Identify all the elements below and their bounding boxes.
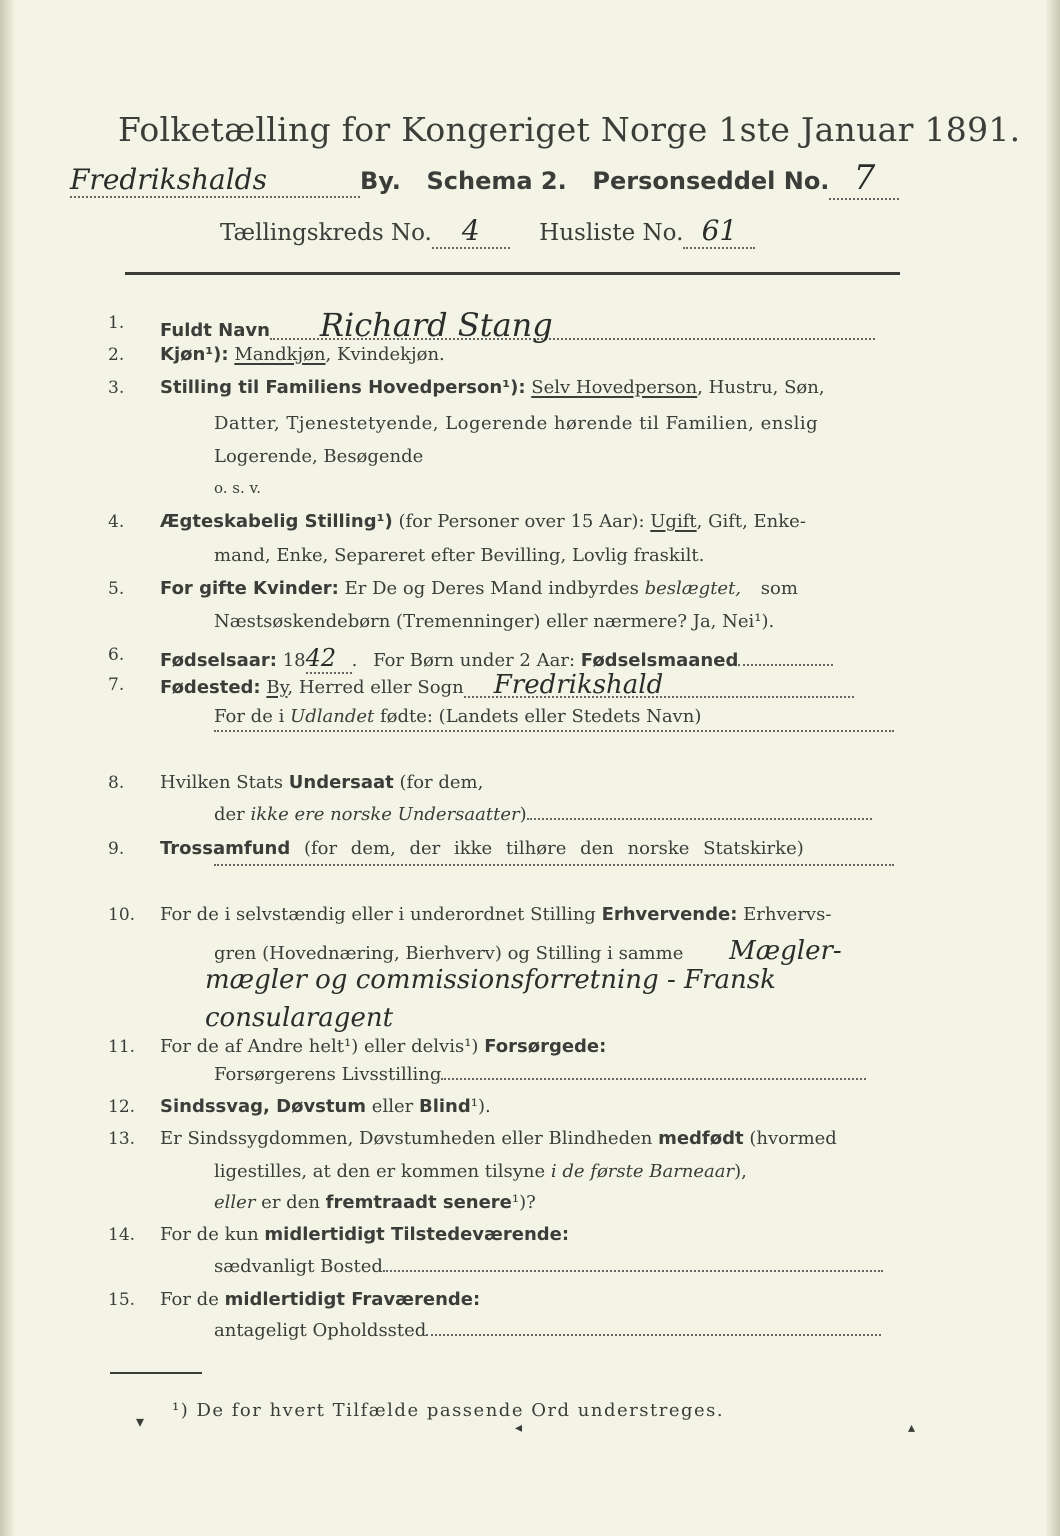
husliste-number: 61 (683, 214, 755, 249)
q13-line-2b: ), (734, 1161, 747, 1182)
q3-option-selected: Selv Hovedperson (531, 377, 698, 398)
q4-rest: , Gift, Enke- (696, 511, 806, 532)
q7-line-2a: For de i (214, 706, 285, 727)
q10-line-2 (214, 936, 842, 966)
q13-line-2-italic: i de første Barneaar (550, 1161, 735, 1182)
form-title: Folketælling for Kongeriget Norge 1ste Januar 1891. (118, 110, 1021, 149)
q7-row (160, 670, 854, 700)
q14-row (160, 1224, 569, 1245)
q3-rest: , Hustru, Søn, (697, 377, 825, 398)
q15-line-2-text: antageligt Opholdssted (214, 1320, 427, 1341)
q15-line-2 (214, 1320, 881, 1341)
q7-label: Fødested: (160, 677, 261, 698)
q14-text: For de kun (160, 1224, 259, 1245)
q6-text: For Børn under 2 Aar: (373, 650, 576, 671)
q7-option-selected: By (266, 677, 288, 698)
q15-number: 15. (108, 1290, 136, 1310)
q12-number: 12. (108, 1097, 136, 1117)
q8-number: 8. (108, 773, 125, 793)
q6-birth-year: 42 (306, 644, 352, 674)
q9-text: (for dem, der ikke tilhøre den norske Statskirke) (303, 838, 804, 859)
q9-label: Trossamfund (160, 838, 291, 859)
header-line-2 (70, 158, 899, 200)
q7-line-2b: fødte: (Landets eller Stedets Navn) (379, 706, 702, 727)
q11-number: 11. (108, 1037, 136, 1057)
q8-line-2a: der (214, 804, 245, 825)
q10-occupation-handwritten-2: mægler og commissionsforretning - Fransk (205, 965, 776, 995)
q9-blank (214, 864, 894, 866)
q14-number: 14. (108, 1225, 136, 1245)
q8-line-2b: ) (519, 804, 527, 825)
q8-text: Hvilken Stats (160, 772, 284, 793)
q12-row (160, 1096, 491, 1117)
q10-rest: Erhvervs- (743, 904, 832, 925)
q13-text: Er Sindssygdommen, Døvstumheden eller Blindheden (160, 1128, 653, 1149)
q5-label: For gifte Kvinder: (160, 578, 339, 599)
q5-rest: som (760, 578, 798, 599)
q15-blank (426, 1334, 881, 1336)
personseddel-number: 7 (829, 158, 899, 200)
q14-label: midlertidigt Tilstedeværende: (264, 1224, 570, 1245)
q10-occupation-handwritten-3: consularagent (205, 1003, 394, 1033)
q4-option-selected: Ugift (650, 511, 697, 532)
q12-text: eller (371, 1096, 414, 1117)
q3-line-4: o. s. v. (214, 479, 261, 497)
q13-line-3-italic: eller (214, 1192, 256, 1213)
q15-row (160, 1289, 480, 1310)
personseddel-label: Personseddel No. (592, 167, 830, 195)
schema-label: Schema 2. (426, 167, 567, 195)
corner-mark-left-icon: ▾ (136, 1412, 145, 1431)
q10-row (160, 904, 831, 925)
husliste-label: Husliste No. (539, 220, 684, 246)
q5-row (160, 578, 798, 599)
q6-label-2: Fødselsmaaned (580, 650, 739, 671)
q14-line-2 (214, 1256, 883, 1277)
q7-foreign-blank (214, 730, 894, 732)
q12-rest: ¹). (470, 1096, 491, 1117)
q11-line-2-text: Forsørgerens Livsstilling (214, 1064, 442, 1085)
q4-text: (for Personer over 15 Aar): (398, 511, 645, 532)
by-label: By. (360, 167, 401, 195)
q13-line-3b: ¹)? (511, 1192, 536, 1213)
q13-row (160, 1128, 837, 1149)
header-divider (125, 272, 900, 275)
kreds-number: 4 (432, 214, 510, 249)
q5-text: Er De og Deres Mand indbyrdes (344, 578, 639, 599)
q1-number: 1. (108, 313, 125, 333)
q3-number: 3. (108, 378, 125, 398)
footnote: ¹) De for hvert Tilfælde passende Ord understreges. (172, 1400, 725, 1421)
q13-line-2 (214, 1161, 747, 1182)
q8-rest: (for dem, (399, 772, 484, 793)
q7-line-2 (214, 706, 701, 727)
q3-line-3: Logerende, Besøgende (214, 446, 424, 467)
q4-number: 4. (108, 512, 125, 532)
q3-line-2: Datter, Tjenestetyende, Logerende hørende til Familien, enslig (214, 413, 819, 434)
q1-full-name: Richard Stang (270, 312, 875, 340)
q15-label: midlertidigt Fraværende: (224, 1289, 481, 1310)
q6-month-blank (738, 664, 833, 666)
q2-label: Kjøn¹): (160, 344, 229, 365)
q13-rest: (hvormed (749, 1128, 837, 1149)
q14-blank (383, 1270, 883, 1272)
q1-label: Fuldt Navn (160, 320, 270, 341)
q7-text: , Herred eller Sogn (287, 677, 464, 698)
q5-number: 5. (108, 579, 125, 599)
left-edge-shadow (0, 0, 14, 1536)
q14-line-2-text: sædvanligt Bosted (214, 1256, 383, 1277)
by-name-handwritten: Fredrikshalds (70, 163, 360, 198)
q10-occupation-handwritten-1: Mægler- (729, 936, 842, 966)
q7-number: 7. (108, 675, 125, 695)
q8-line-2 (214, 804, 872, 825)
q7-birthplace-handwritten: Fredrikshald (464, 674, 854, 698)
corner-mark-right-icon: ▴ (908, 1420, 916, 1436)
q4-label: Ægteskabelig Stilling¹) (160, 511, 393, 532)
corner-mark-center-icon: ◂ (515, 1420, 523, 1436)
q11-row (160, 1036, 606, 1057)
q6-year-prefix: 18 (282, 650, 306, 671)
q6-row: Fødselsaar: 1842 . For Børn under 2 Aar: Fødselsmaaned (160, 644, 833, 674)
q9-number: 9. (108, 839, 125, 859)
header-line-3 (220, 214, 755, 249)
q3-label: Stilling til Familiens Hovedperson¹): (160, 377, 526, 398)
footnote-divider (110, 1372, 202, 1374)
q13-label: medfødt (658, 1128, 744, 1149)
q10-number: 10. (108, 905, 136, 925)
q2-row (160, 344, 445, 365)
q4-line-2: mand, Enke, Separeret efter Bevilling, Lovlig fraskilt. (214, 545, 705, 566)
q2-option-kvindekjon: , Kvindekjøn. (325, 344, 445, 365)
q11-line-2 (214, 1064, 866, 1085)
kreds-label: Tællingskreds No. (220, 220, 432, 246)
q6-number: 6. (108, 645, 125, 665)
q11-blank (441, 1078, 866, 1080)
q8-row (160, 772, 483, 793)
q13-line-3 (214, 1192, 536, 1213)
q12-label: Sindssvag, Døvstum (160, 1096, 367, 1117)
q2-option-mandkjon-underlined: Mandkjøn (234, 344, 326, 365)
q9-row (160, 838, 804, 859)
q11-label: Forsørgede: (484, 1036, 607, 1057)
q4-row (160, 511, 806, 532)
q8-blank (527, 818, 872, 820)
q13-number: 13. (108, 1129, 136, 1149)
q15-text: For de (160, 1289, 219, 1310)
q7-line-2-italic: Udlandet (290, 706, 375, 727)
q3-row (160, 377, 825, 398)
q12-label-2: Blind (418, 1096, 471, 1117)
q10-label: Erhvervende: (601, 904, 738, 925)
q8-label: Undersaat (288, 772, 394, 793)
q5-line-2: Næstsøskendebørn (Tremenninger) eller nærmere? Ja, Nei¹). (214, 611, 775, 632)
q2-number: 2. (108, 345, 125, 365)
q13-label-3: fremtraadt senere (325, 1192, 512, 1213)
q13-line-2a: ligestilles, at den er kommen tilsyne (214, 1161, 546, 1182)
q6-label: Fødselsaar: (160, 650, 277, 671)
q5-italic: beslægtet, (644, 578, 742, 599)
q8-line-2-italic: ikke ere norske Undersaatter (250, 804, 520, 825)
q13-line-3a: er den (261, 1192, 320, 1213)
q1-row (160, 306, 875, 344)
right-edge-shadow (1046, 0, 1060, 1536)
q11-text: For de af Andre helt¹) eller delvis¹) (160, 1036, 479, 1057)
q10-text: For de i selvstændig eller i underordnet Stilling (160, 904, 596, 925)
q10-line-2-text: gren (Hovednæring, Bierhverv) og Stilling i samme (214, 943, 684, 964)
